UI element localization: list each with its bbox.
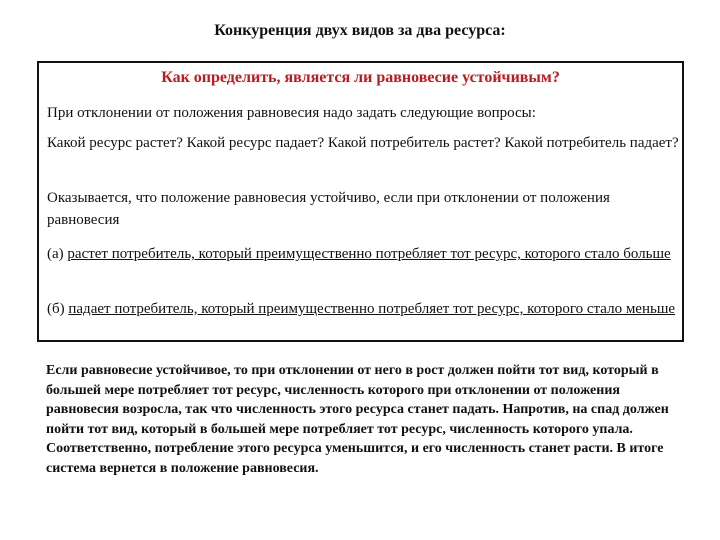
condition-b: [47, 298, 679, 320]
explanation-paragraph: Если равновесие устойчивое, то при отклонении от него в рост должен пойти тот вид, который в большей мере потребляет тот ресурс, численность которого при отклонении от положения равновесия возросла, так что численность этого ресурса станет падать. Напротив, на спад должен пойти тот вид, который в большей мере потребляет тот ресурс, численность которого упала. Соответственно, потребление этого ресурса уменьшится, и его численность станет расти. В итоге система вернется в положение равновесия.: [46, 363, 669, 476]
condition-a: [47, 243, 679, 265]
condition-b-prefix: (б): [47, 301, 69, 317]
slide-title: Конкуренция двух видов за два ресурса:: [214, 22, 506, 39]
condition-a-prefix: (а): [47, 246, 68, 262]
condition-a-text: растет потребитель, который преимущественно потребляет тот ресурс, которого стало больше: [67, 246, 671, 262]
box-heading: Как определить, является ли равновесие устойчивым?: [161, 69, 560, 86]
condition-b-text: падает потребитель, который преимущественно потребляет тот ресурс, которого стало меньше: [68, 301, 676, 317]
questions-paragraph: Какой ресурс растет? Какой ресурс падает? Какой потребитель растет? Какой потребитель падает?: [47, 135, 679, 151]
stability-criteria-box: [37, 61, 684, 342]
claim-paragraph: Оказывается, что положение равновесия устойчиво, если при отклонении от положения равновесия: [47, 190, 610, 228]
intro-paragraph: При отклонении от положения равновесия надо задать следующие вопросы:: [47, 105, 536, 121]
